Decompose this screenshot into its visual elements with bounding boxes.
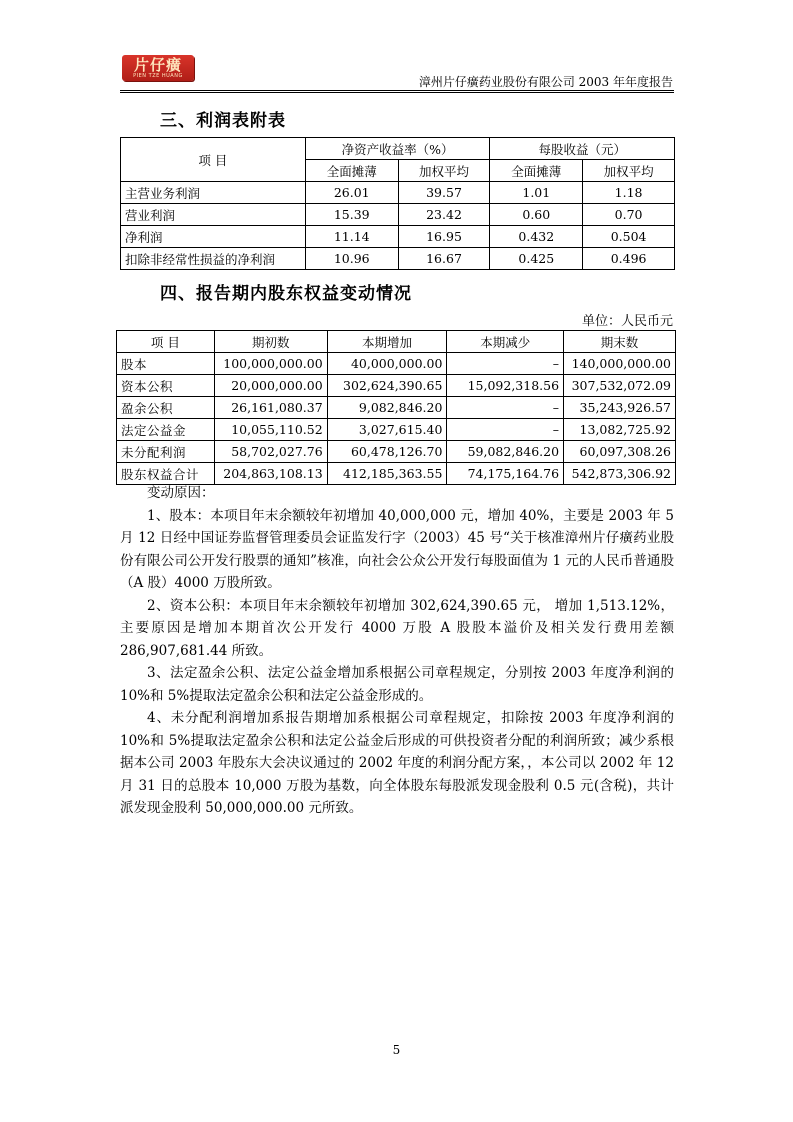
table-cell: 20,000,000.00 xyxy=(214,375,327,397)
table-cell: 60,478,126.70 xyxy=(327,441,447,463)
reason-paragraph: 3、法定盈余公积、法定公益金增加系根据公司章程规定，分别按 2003 年度净利润的 10%和 5%提取法定盈余公积和法定公益金形成的。 xyxy=(120,665,674,704)
row-label: 营业利润 xyxy=(121,204,306,226)
table-cell: – xyxy=(447,397,564,419)
subheader-eps-weighted: 加权平均 xyxy=(583,160,675,182)
section3-heading: 三、利润表附表 xyxy=(160,111,286,131)
row-label: 未分配利润 xyxy=(117,441,215,463)
column-group-roe: 净资产收益率（%） xyxy=(305,138,490,160)
logo-subtext: PIEN TZE HUANG xyxy=(133,73,183,79)
table-cell: 13,082,725.92 xyxy=(564,419,676,441)
table-cell: 542,873,306.92 xyxy=(564,463,676,485)
row-label: 盈余公积 xyxy=(117,397,215,419)
table-cell: 60,097,308.26 xyxy=(564,441,676,463)
table-cell: 3,027,615.40 xyxy=(327,419,447,441)
table-header-row xyxy=(121,138,675,160)
table-cell: 0.60 xyxy=(490,204,583,226)
table-cell: 11.14 xyxy=(305,226,398,248)
table-row xyxy=(117,419,676,441)
table-cell: 1.18 xyxy=(583,182,675,204)
table-cell: 0.70 xyxy=(583,204,675,226)
table-cell: 204,863,108.13 xyxy=(214,463,327,485)
table-cell: 15.39 xyxy=(305,204,398,226)
table-cell: – xyxy=(447,419,564,441)
table-cell: 74,175,164.76 xyxy=(447,463,564,485)
column-header-decrease: 本期减少 xyxy=(447,331,564,353)
subheader-roe-full: 全面摊薄 xyxy=(305,160,398,182)
table-cell: 16.95 xyxy=(398,226,490,248)
row-label: 主营业务利润 xyxy=(121,182,306,204)
table-row xyxy=(121,204,675,226)
currency-unit-label: 单位：人民币元 xyxy=(581,314,673,329)
table-cell: 26,161,080.37 xyxy=(214,397,327,419)
column-header-increase: 本期增加 xyxy=(327,331,447,353)
page-number: 5 xyxy=(392,1043,401,1057)
table-cell: 307,532,072.09 xyxy=(564,375,676,397)
header-divider-secondary xyxy=(120,92,674,93)
table-row xyxy=(121,182,675,204)
table-cell: 35,243,926.57 xyxy=(564,397,676,419)
table-row xyxy=(117,397,676,419)
table-cell: – xyxy=(447,353,564,375)
table-cell: 58,702,027.76 xyxy=(214,441,327,463)
table-cell: 16.67 xyxy=(398,248,490,270)
change-reasons xyxy=(120,482,674,820)
column-header-closing: 期末数 xyxy=(564,331,676,353)
subheader-roe-weighted: 加权平均 xyxy=(398,160,490,182)
table-row xyxy=(117,441,676,463)
reasons-title: 变动原因： xyxy=(147,485,215,501)
table-cell: 59,082,846.20 xyxy=(447,441,564,463)
reason-paragraph: 2、资本公积：本项目年末余额较年初增加 302,624,390.65 元， 增加 1,513.12%，主要原因是增加本期首次公开发行 4000 万股 A 股股本溢价及相关发行费用差额 286,907,681.44 所致。 xyxy=(120,597,674,659)
subheader-eps-full: 全面摊薄 xyxy=(490,160,583,182)
reason-paragraph: 1、股本：本项目年末余额较年初增加 40,000,000 元，增加 40%，主要是 2003 年 5 月 12 日经中国证券监督管理委员会证监发行字（2003）45 号“关于核准漳州片仔癀药业股份有限公司公开发行股票的通知”核准，向社会公众公开发行每股面值为 1 元的人民币普通股（A 股）4000 万股所致。 xyxy=(120,507,674,591)
profit-supplement-table xyxy=(120,137,675,270)
column-group-eps: 每股收益（元） xyxy=(490,138,675,160)
table-cell: 26.01 xyxy=(305,182,398,204)
logo-text: 片仔癀 xyxy=(133,56,182,74)
table-cell: 39.57 xyxy=(398,182,490,204)
column-header-item: 项 目 xyxy=(117,331,215,353)
table-cell: 10,055,110.52 xyxy=(214,419,327,441)
table-cell: 0.496 xyxy=(583,248,675,270)
table-cell: 9,082,846.20 xyxy=(327,397,447,419)
row-label: 净利润 xyxy=(121,226,306,248)
row-label: 扣除非经常性损益的净利润 xyxy=(121,248,306,270)
table-cell: 15,092,318.56 xyxy=(447,375,564,397)
section4-heading: 四、报告期内股东权益变动情况 xyxy=(160,284,412,304)
table-row xyxy=(117,375,676,397)
table-row xyxy=(121,248,675,270)
table-cell: 100,000,000.00 xyxy=(214,353,327,375)
table-cell: 0.504 xyxy=(583,226,675,248)
table-cell: 0.432 xyxy=(490,226,583,248)
table-cell: 412,185,363.55 xyxy=(327,463,447,485)
table-cell: 23.42 xyxy=(398,204,490,226)
table-cell: 0.425 xyxy=(490,248,583,270)
table-row xyxy=(117,353,676,375)
table-cell: 10.96 xyxy=(305,248,398,270)
equity-change-table xyxy=(116,330,676,485)
header-divider xyxy=(120,90,674,91)
row-label: 资本公积 xyxy=(117,375,215,397)
row-label: 股东权益合计 xyxy=(117,463,215,485)
company-logo xyxy=(122,55,194,81)
table-header-row xyxy=(117,331,676,353)
report-header-title: 漳州片仔癀药业股份有限公司 2003 年年度报告 xyxy=(418,75,673,89)
row-label: 股本 xyxy=(117,353,215,375)
table-cell: 302,624,390.65 xyxy=(327,375,447,397)
column-header-item: 项 目 xyxy=(121,138,306,182)
table-cell: 140,000,000.00 xyxy=(564,353,676,375)
reason-paragraph: 4、未分配利润增加系报告期增加系根据公司章程规定，扣除按 2003 年度净利润的 10%和 5%提取法定盈余公积和法定公益金后形成的可供投资者分配的利润所致；减少系根据本公司 2003 年股东大会决议通过的 2002 年度的利润分配方案，，本公司以 2002 年 12 月 31 日的总股本 10,000 万股为基数，向全体股东每股派发现金股利 0.5 元(含税)，共计派发现金股利 50,000,000.00 元所致。 xyxy=(120,710,674,816)
table-cell: 40,000,000.00 xyxy=(327,353,447,375)
column-header-opening: 期初数 xyxy=(214,331,327,353)
table-cell: 1.01 xyxy=(490,182,583,204)
table-row xyxy=(121,226,675,248)
row-label: 法定公益金 xyxy=(117,419,215,441)
